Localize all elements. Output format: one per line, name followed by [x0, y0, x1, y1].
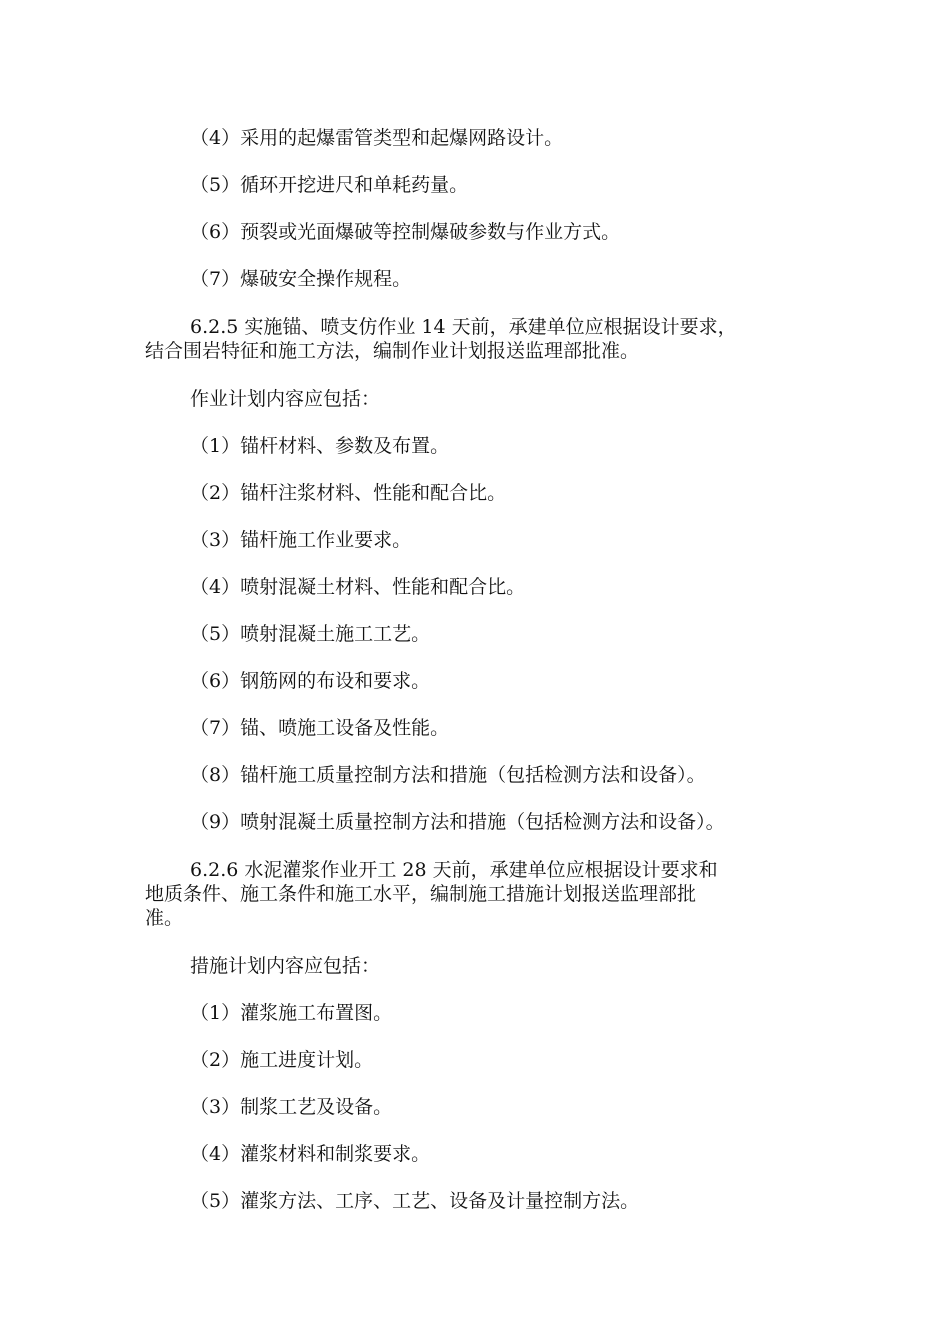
- list-item: （5）灌浆方法、工序、工艺、设备及计量控制方法。: [190, 1190, 640, 1212]
- plan-intro: 作业计划内容应包括：: [190, 388, 381, 410]
- list-item: （6）预裂或光面爆破等控制爆破参数与作业方式。: [190, 221, 621, 243]
- clause-6-2-6-line1: 6.2.6 水泥灌浆作业开工 28 天前，承建单位应根据设计要求和: [190, 859, 718, 881]
- list-item: （5）循环开挖进尺和单耗药量。: [190, 174, 469, 196]
- clause-6-2-5-line1: 6.2.5 实施锚、喷支仿作业 14 天前，承建单位应根据设计要求，: [190, 316, 737, 338]
- list-item: （4）灌浆材料和制浆要求。: [190, 1143, 431, 1165]
- list-item: （9）喷射混凝土质量控制方法和措施（包括检测方法和设备）。: [190, 811, 725, 833]
- clause-6-2-6-line2: 地质条件、施工条件和施工水平，编制施工措施计划报送监理部批: [145, 883, 697, 905]
- measure-intro: 措施计划内容应包括：: [190, 955, 381, 977]
- clause-6-2-6-line3: 准。: [145, 907, 184, 929]
- list-item: （3）制浆工艺及设备。: [190, 1096, 393, 1118]
- clause-6-2-5-line2: 结合围岩特征和施工方法，编制作业计划报送监理部批准。: [145, 340, 640, 362]
- list-item: （1）锚杆材料、参数及布置。: [190, 435, 450, 457]
- list-item: （7）锚、喷施工设备及性能。: [190, 717, 450, 739]
- list-item: （4）喷射混凝土材料、性能和配合比。: [190, 576, 526, 598]
- list-item: （7）爆破安全操作规程。: [190, 268, 412, 290]
- list-item: （3）锚杆施工作业要求。: [190, 529, 412, 551]
- list-item: （6）钢筋网的布设和要求。: [190, 670, 431, 692]
- list-item: （2）锚杆注浆材料、性能和配合比。: [190, 482, 507, 504]
- list-item: （1）灌浆施工布置图。: [190, 1002, 393, 1024]
- list-item: （2）施工进度计划。: [190, 1049, 374, 1071]
- list-item: （5）喷射混凝土施工工艺。: [190, 623, 431, 645]
- list-item: （8）锚杆施工质量控制方法和措施（包括检测方法和设备）。: [190, 764, 706, 786]
- list-item: （4）采用的起爆雷管类型和起爆网路设计。: [190, 127, 564, 149]
